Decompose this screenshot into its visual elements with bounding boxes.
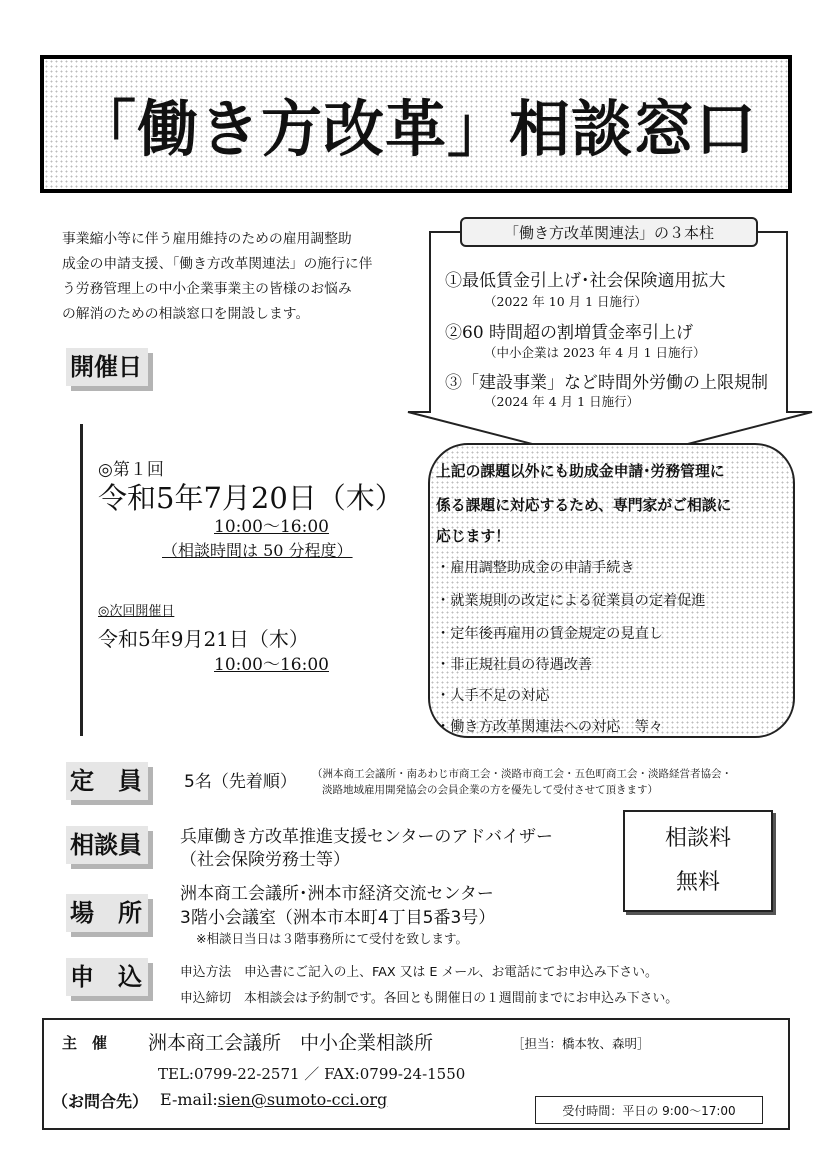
venue-note: ※相談日当日は３階事務所にて受付を致します。 [196, 931, 468, 946]
venue-label: 場 所 [66, 894, 148, 932]
host-label: 主 催 [62, 1034, 108, 1052]
issues-lead: 上記の課題以外にも助成金申請･労務管理に [436, 463, 725, 480]
reception-hours: 受付時間：平日の 9:00～17:00 [535, 1096, 763, 1124]
consultant-line: 兵庫働き方改革推進支援センターのアドバイザー [180, 827, 553, 847]
contact-person: ［担当：橋本牧、森明］ [512, 1036, 650, 1051]
capacity-label: 定 員 [66, 762, 148, 800]
issue-item: ・雇用調整助成金の申請手続き [436, 560, 635, 576]
fee-label: 相談料 [664, 826, 731, 851]
next-session-date: 令和5年9月21日（木） [98, 627, 309, 651]
apply-method: 申込方法 申込書にご記入の上、FAX 又は E メール、お電話にてお申込み下さい。 [180, 965, 658, 980]
page-title: 「働き方改革」相談窓口 [74, 93, 757, 165]
pillar-1-date: （2022 年 10 月 1 日施行） [484, 294, 648, 309]
intro-text [62, 227, 418, 327]
issues-lead: 応じます！ [436, 528, 510, 545]
tel-fax: TEL:0799-22-2571 ／ FAX:0799-24-1550 [158, 1065, 466, 1083]
capacity-note: 淡路地域雇用開発協会の会員企業の方を優先して受付させて頂きます） [322, 784, 658, 796]
apply-label: 申 込 [66, 958, 148, 996]
intro-line: う労務管理上の中小企業事業主の皆様のお悩み [62, 281, 352, 297]
email-link[interactable]: sien@sumoto-cci.org [217, 1090, 388, 1109]
issue-item: ・非正規社員の待遇改善 [436, 657, 593, 673]
fee-text [623, 810, 773, 912]
consultant-line: （社会保険労務士等） [180, 850, 350, 870]
pillars-heading: 「働き方改革関連法」の３本柱 [460, 217, 758, 247]
issue-item: ・働き方改革関連法への対応 等々 [436, 719, 664, 735]
capacity-note: （洲本商工会議所・南あわじ市商工会・淡路市商工会・五色町商工会・淡路経営者協会・ [312, 768, 732, 780]
issue-item: ・人手不足の対応 [436, 688, 550, 704]
date-divider [80, 424, 83, 736]
first-session-date: 令和5年7月20日（木） [98, 481, 404, 515]
pillar-3: ③「建設事業」など時間外労働の上限規制 [445, 373, 768, 393]
dates-label: 開催日 [66, 348, 148, 386]
venue-line: 洲本商工会議所･洲本市経済交流センター [180, 884, 494, 904]
issue-item: ・就業規則の改定による従業員の定着促進 [436, 593, 706, 609]
venue-line: 3階小会議室（洲本市本町4丁目5番3号） [180, 908, 496, 928]
pillar-2-date: （中小企業は 2023 年 4 月 1 日施行） [484, 345, 706, 360]
apply-deadline: 申込締切 本相談会は予約制です。各回とも開催日の１週間前までにお申込み下さい。 [180, 991, 679, 1006]
pillar-1: ①最低賃金引上げ･社会保険適用拡大 [445, 271, 726, 291]
first-session-heading: ◎第１回 [98, 460, 164, 480]
consultant-label: 相談員 [66, 826, 148, 864]
first-session-time: 10:00～16:00 [214, 517, 329, 537]
inquiry-label: （お問合先） [52, 1092, 149, 1111]
intro-line: 事業縮小等に伴う雇用維持のための雇用調整助 [62, 231, 352, 247]
first-session-note: （相談時間は 50 分程度） [162, 541, 353, 560]
next-session-time: 10:00～16:00 [214, 655, 329, 675]
host-name: 洲本商工会議所 中小企業相談所 [148, 1032, 434, 1054]
pillar-3-date: （2024 年 4 月 1 日施行） [484, 394, 640, 409]
issues-lead: 係る課題に対応するため、専門家がご相談に [436, 497, 732, 514]
next-session-heading: ◎次回開催日 [98, 604, 175, 619]
fee-value: 無料 [675, 870, 720, 895]
issue-item: ・定年後再雇用の賃金規定の見直し [436, 626, 664, 642]
pillar-2: ②60 時間超の割増賃金率引上げ [445, 323, 694, 343]
capacity-value: 5名（先着順） [184, 772, 297, 792]
intro-line: の解消のための相談窓口を開設します。 [62, 306, 310, 322]
email-line [160, 1090, 387, 1109]
intro-line: 成金の申請支援、「働き方改革関連法」の施行に伴 [62, 256, 373, 272]
email-label: E-mail: [160, 1090, 218, 1109]
